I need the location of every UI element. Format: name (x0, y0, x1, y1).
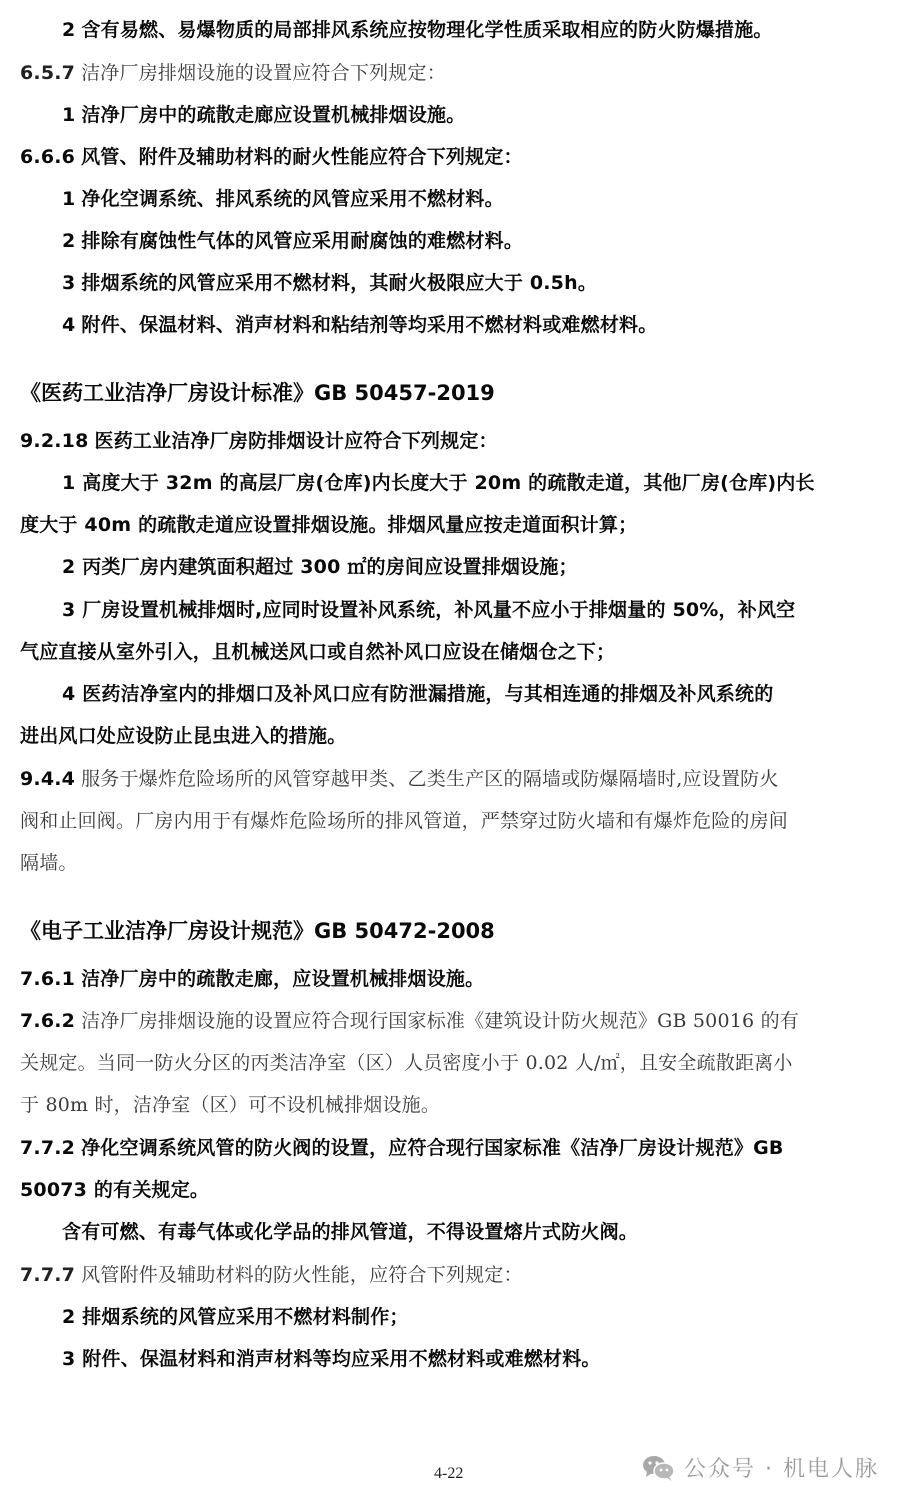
item-line-continued: 进出风口处应设防止昆虫进入的措施。 (20, 725, 347, 747)
section-title-gb50472: 《电子工业洁净厂房设计规范》GB 50472-2008 (20, 919, 495, 943)
clause-line-continued: 隔墙。 (20, 852, 78, 874)
item-line (62, 17, 921, 43)
item-number: 1 (62, 104, 76, 126)
page-number: 4-22 (434, 1465, 464, 1482)
clause-number: 9.4.4 (20, 768, 76, 790)
item-line: 3 厂房设置机械排烟时,应同时设置补风系统，补风量不应小于排烟量的 50%，补风空 (62, 599, 796, 621)
watermark (642, 1452, 879, 1483)
clause-text: 医药工业洁净厂房防排烟设计应符合下列规定： (94, 430, 498, 452)
item-number: 2 (62, 230, 76, 252)
item-line (62, 228, 921, 254)
clause-number: 7.6.1 (20, 968, 76, 990)
clause-text: 风管、附件及辅助材料的耐火性能应符合下列规定： (81, 146, 523, 168)
item-text: 洁净厂房中的疏散走廊应设置机械排烟设施。 (81, 104, 466, 126)
item-text: 含有易燃、易爆物质的局部排风系统应按物理化学性质采取相应的防火防爆措施。 (81, 19, 773, 41)
clause-line-continued: 50073 的有关规定。 (20, 1179, 210, 1201)
clause-text: 风管附件及辅助材料的防火性能，应符合下列规定： (81, 1264, 523, 1286)
clause-line (20, 966, 886, 992)
item-text: 排烟系统的风管应采用不燃材料，其耐火极限应大于 0.5h。 (81, 272, 598, 294)
item-line (62, 102, 921, 128)
item-number: 4 (62, 314, 76, 336)
item-line (62, 270, 921, 296)
clause-number: 7.6.2 (20, 1010, 76, 1032)
clause-text: 洁净厂房排烟设施的设置应符合下列规定： (81, 62, 446, 84)
wechat-icon (642, 1454, 676, 1482)
clause-line (20, 60, 886, 87)
item-line (62, 186, 921, 212)
item-line: 2 丙类厂房内建筑面积超过 300 ㎡的房间应设置排烟设施； (62, 556, 578, 578)
item-text: 附件、保温材料、消声材料和粘结剂等均采用不燃材料或难燃材料。 (81, 314, 658, 336)
clause-text: 净化空调系统风管的防火阀的设置，应符合现行国家标准《洁净厂房设计规范》GB (81, 1137, 784, 1159)
clause-line (20, 1262, 886, 1289)
clause-number: 6.6.6 (20, 146, 76, 168)
item-text: 净化空调系统、排风系统的风管应采用不燃材料。 (81, 188, 504, 210)
clause-line (20, 1008, 886, 1035)
clause-line-continued: 阀和止回阀。厂房内用于有爆炸危险场所的排风管道，严禁穿过防火墙和有爆炸危险的房间 (20, 810, 789, 832)
item-line-continued: 气应直接从室外引入，且机械送风口或自然补风口应设在储烟仓之下； (20, 641, 616, 663)
item-line (62, 312, 921, 338)
item-line: 4 医药洁净室内的排烟口及补风口应有防泄漏措施，与其相连通的排烟及补风系统的 (62, 683, 774, 705)
watermark-text: 公众号 · 机电人脉 (684, 1457, 879, 1482)
clause-line (20, 428, 886, 454)
clause-number: 7.7.7 (20, 1264, 76, 1286)
clause-note: 含有可燃、有毒气体或化学品的排风管道，不得设置熔片式防火阀。 (62, 1221, 639, 1243)
clause-line (20, 144, 886, 170)
clause-number: 7.7.2 (20, 1137, 76, 1159)
item-text: 排除有腐蚀性气体的风管应采用耐腐蚀的难燃材料。 (81, 230, 524, 252)
item-number: 2 (62, 19, 76, 41)
item-line-continued: 度大于 40m 的疏散走道应设置排烟设施。排烟风量应按走道面积计算； (20, 514, 638, 536)
clause-line (20, 1135, 886, 1161)
clause-number: 6.5.7 (20, 62, 76, 84)
clause-text: 服务于爆炸危险场所的风管穿越甲类、乙类生产区的隔墙或防爆隔墙时,应设置防火 (81, 768, 779, 790)
clause-line-continued: 于 80m 时，洁净室（区）可不设机械排烟设施。 (20, 1094, 441, 1116)
clause-line-continued: 关规定。当同一防火分区的丙类洁净室（区）人员密度小于 0.02 人/㎡，且安全疏散距离小 (20, 1052, 793, 1074)
clause-number: 9.2.18 (20, 430, 89, 452)
item-number: 1 (62, 188, 76, 210)
item-line: 2 排烟系统的风管应采用不燃材料制作； (62, 1306, 409, 1328)
item-line: 3 附件、保温材料和消声材料等均应采用不燃材料或难燃材料。 (62, 1348, 601, 1370)
item-line: 1 高度大于 32m 的高层厂房(仓库)内长度大于 20m 的疏散走道，其他厂房(仓库)内长 (62, 472, 815, 494)
clause-text: 洁净厂房中的疏散走廊，应设置机械排烟设施。 (81, 968, 485, 990)
clause-line (20, 766, 886, 793)
section-title-gb50457: 《医药工业洁净厂房设计标准》GB 50457-2019 (20, 381, 495, 405)
item-number: 3 (62, 272, 76, 294)
clause-text: 洁净厂房排烟设施的设置应符合现行国家标准《建筑设计防火规范》GB 50016 的有 (81, 1010, 799, 1032)
